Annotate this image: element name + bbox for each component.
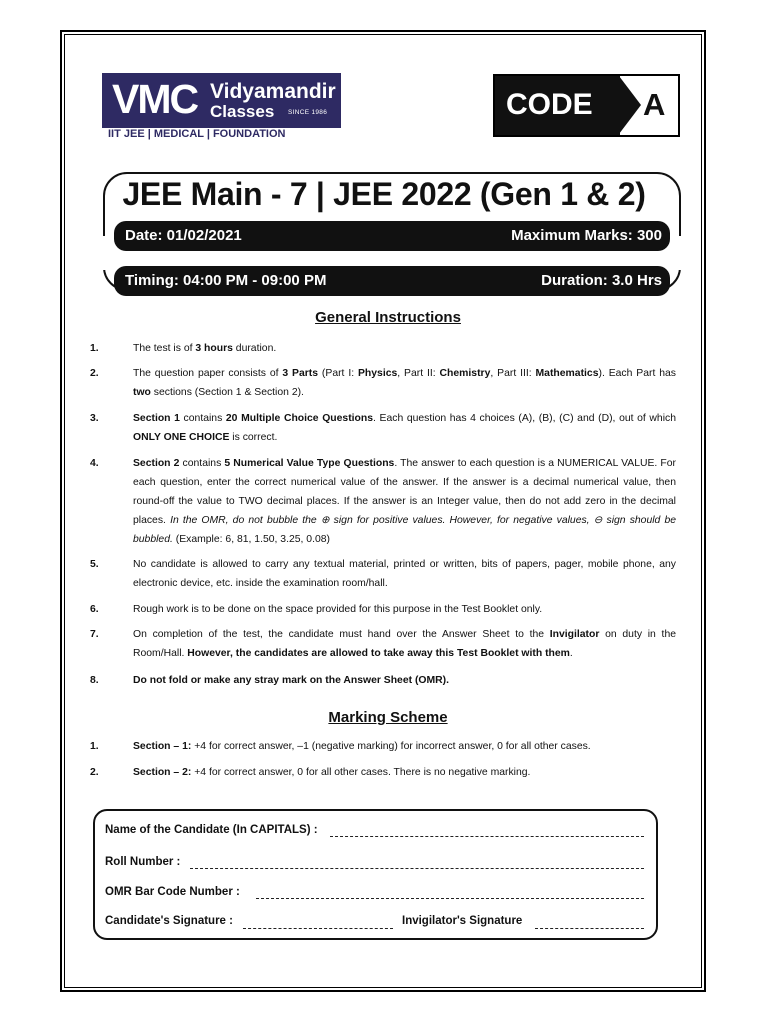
logo-name-line1: Vidyamandir (210, 80, 336, 103)
item-text: On completion of the test, the candidate must hand over the Answer Sheet to the Invigilator on duty in the Room/Hall. However, the candidates are allowed to take away this Test Booklet with them. (133, 629, 677, 659)
invigilator-signature-field[interactable] (535, 928, 644, 929)
general-instructions-heading: General Instructions (315, 309, 461, 326)
item-number: 4. (90, 458, 99, 469)
item-number: 1. (90, 343, 99, 354)
item-number: 1. (90, 741, 99, 752)
item-text: Do not fold or make any stray mark on the Answer Sheet (OMR). (133, 675, 450, 686)
item-number: 3. (90, 413, 99, 424)
item-text: Rough work is to be done on the space provided for this purpose in the Test Booklet only. (133, 604, 543, 615)
logo-since: SINCE 1986 (288, 109, 328, 116)
logo-tagline: IIT JEE | MEDICAL | FOUNDATION (108, 128, 286, 140)
maximum-marks: Maximum Marks: 300 (511, 227, 662, 244)
item-number: 6. (90, 604, 99, 615)
marking-scheme-heading: Marking Scheme (328, 709, 448, 726)
item-text: The test is of 3 hours duration. (133, 343, 277, 354)
item-text: No candidate is allowed to carry any textual material, printed or written, bits of papers, pager, mobile phone, any electronic device, etc. inside the examination room/hall. (133, 559, 676, 589)
candidate-signature-label: Candidate's Signature : (105, 915, 233, 927)
timing-duration-bar (114, 266, 670, 296)
roll-number-label: Roll Number : (105, 856, 181, 868)
item-number: 8. (90, 675, 99, 686)
exam-timing: Timing: 04:00 PM - 09:00 PM (125, 272, 327, 289)
code-arrow-icon (619, 76, 641, 134)
date-marks-bar (114, 221, 670, 251)
candidate-signature-field[interactable] (243, 928, 393, 929)
logo-abbr: VMC (112, 76, 198, 122)
roll-number-field[interactable] (190, 868, 644, 869)
item-text: The question paper consists of 3 Parts (Part I: Physics, Part II: Chemistry, Part III: Mathematics). Each Part has two sections (Section 1 & Section 2). (133, 368, 676, 398)
vmc-logo (102, 73, 341, 128)
title-frame-gap-left (98, 236, 110, 270)
paper-code-box (493, 74, 680, 137)
exam-title: JEE Main - 7 | JEE 2022 (Gen 1 & 2) (122, 176, 646, 212)
item-text: Section 2 contains 5 Numerical Value Type Questions. The answer to each question is a NUMERICAL VALUE. For each question, enter the correct numerical value of the answer. If the answer is a decimal numerical value, then round-off the value to TWO decimal places. If the answer is an Integer value, then do not add zero in the decimal places. In the OMR, do not bubble the ⊕ sign for positive values. However, for negative values, ⊖ sign should be bubbled. (Example: 6, 81, 1.50, 3.25, 0.08) (133, 458, 677, 545)
item-text: Section – 2: +4 for correct answer, 0 for all other cases. There is no negative marking. (133, 767, 531, 778)
exam-date: Date: 01/02/2021 (125, 227, 242, 244)
item-number: 5. (90, 559, 99, 570)
logo-name-line2: Classes (210, 102, 275, 121)
title-frame-gap-right (675, 236, 687, 270)
item-text: Section – 1: +4 for correct answer, –1 (negative marking) for incorrect answer, 0 for all other cases. (133, 741, 591, 752)
candidate-name-field[interactable] (330, 836, 644, 837)
code-label-block (495, 76, 620, 135)
exam-duration: Duration: 3.0 Hrs (541, 272, 662, 289)
invigilator-signature-label: Invigilator's Signature (402, 915, 523, 927)
item-number: 2. (90, 767, 99, 778)
omr-barcode-label: OMR Bar Code Number : (105, 886, 240, 898)
code-label: CODE (506, 88, 593, 121)
code-letter: A (643, 87, 666, 122)
candidate-name-label: Name of the Candidate (In CAPITALS) : (105, 824, 318, 836)
omr-barcode-field[interactable] (256, 898, 644, 899)
item-number: 7. (90, 629, 99, 640)
item-text: Section 1 contains 20 Multiple Choice Questions. Each question has 4 choices (A), (B), (C) and (D), out of which ONLY ONE CHOICE is correct. (133, 413, 676, 443)
item-number: 2. (90, 368, 99, 379)
